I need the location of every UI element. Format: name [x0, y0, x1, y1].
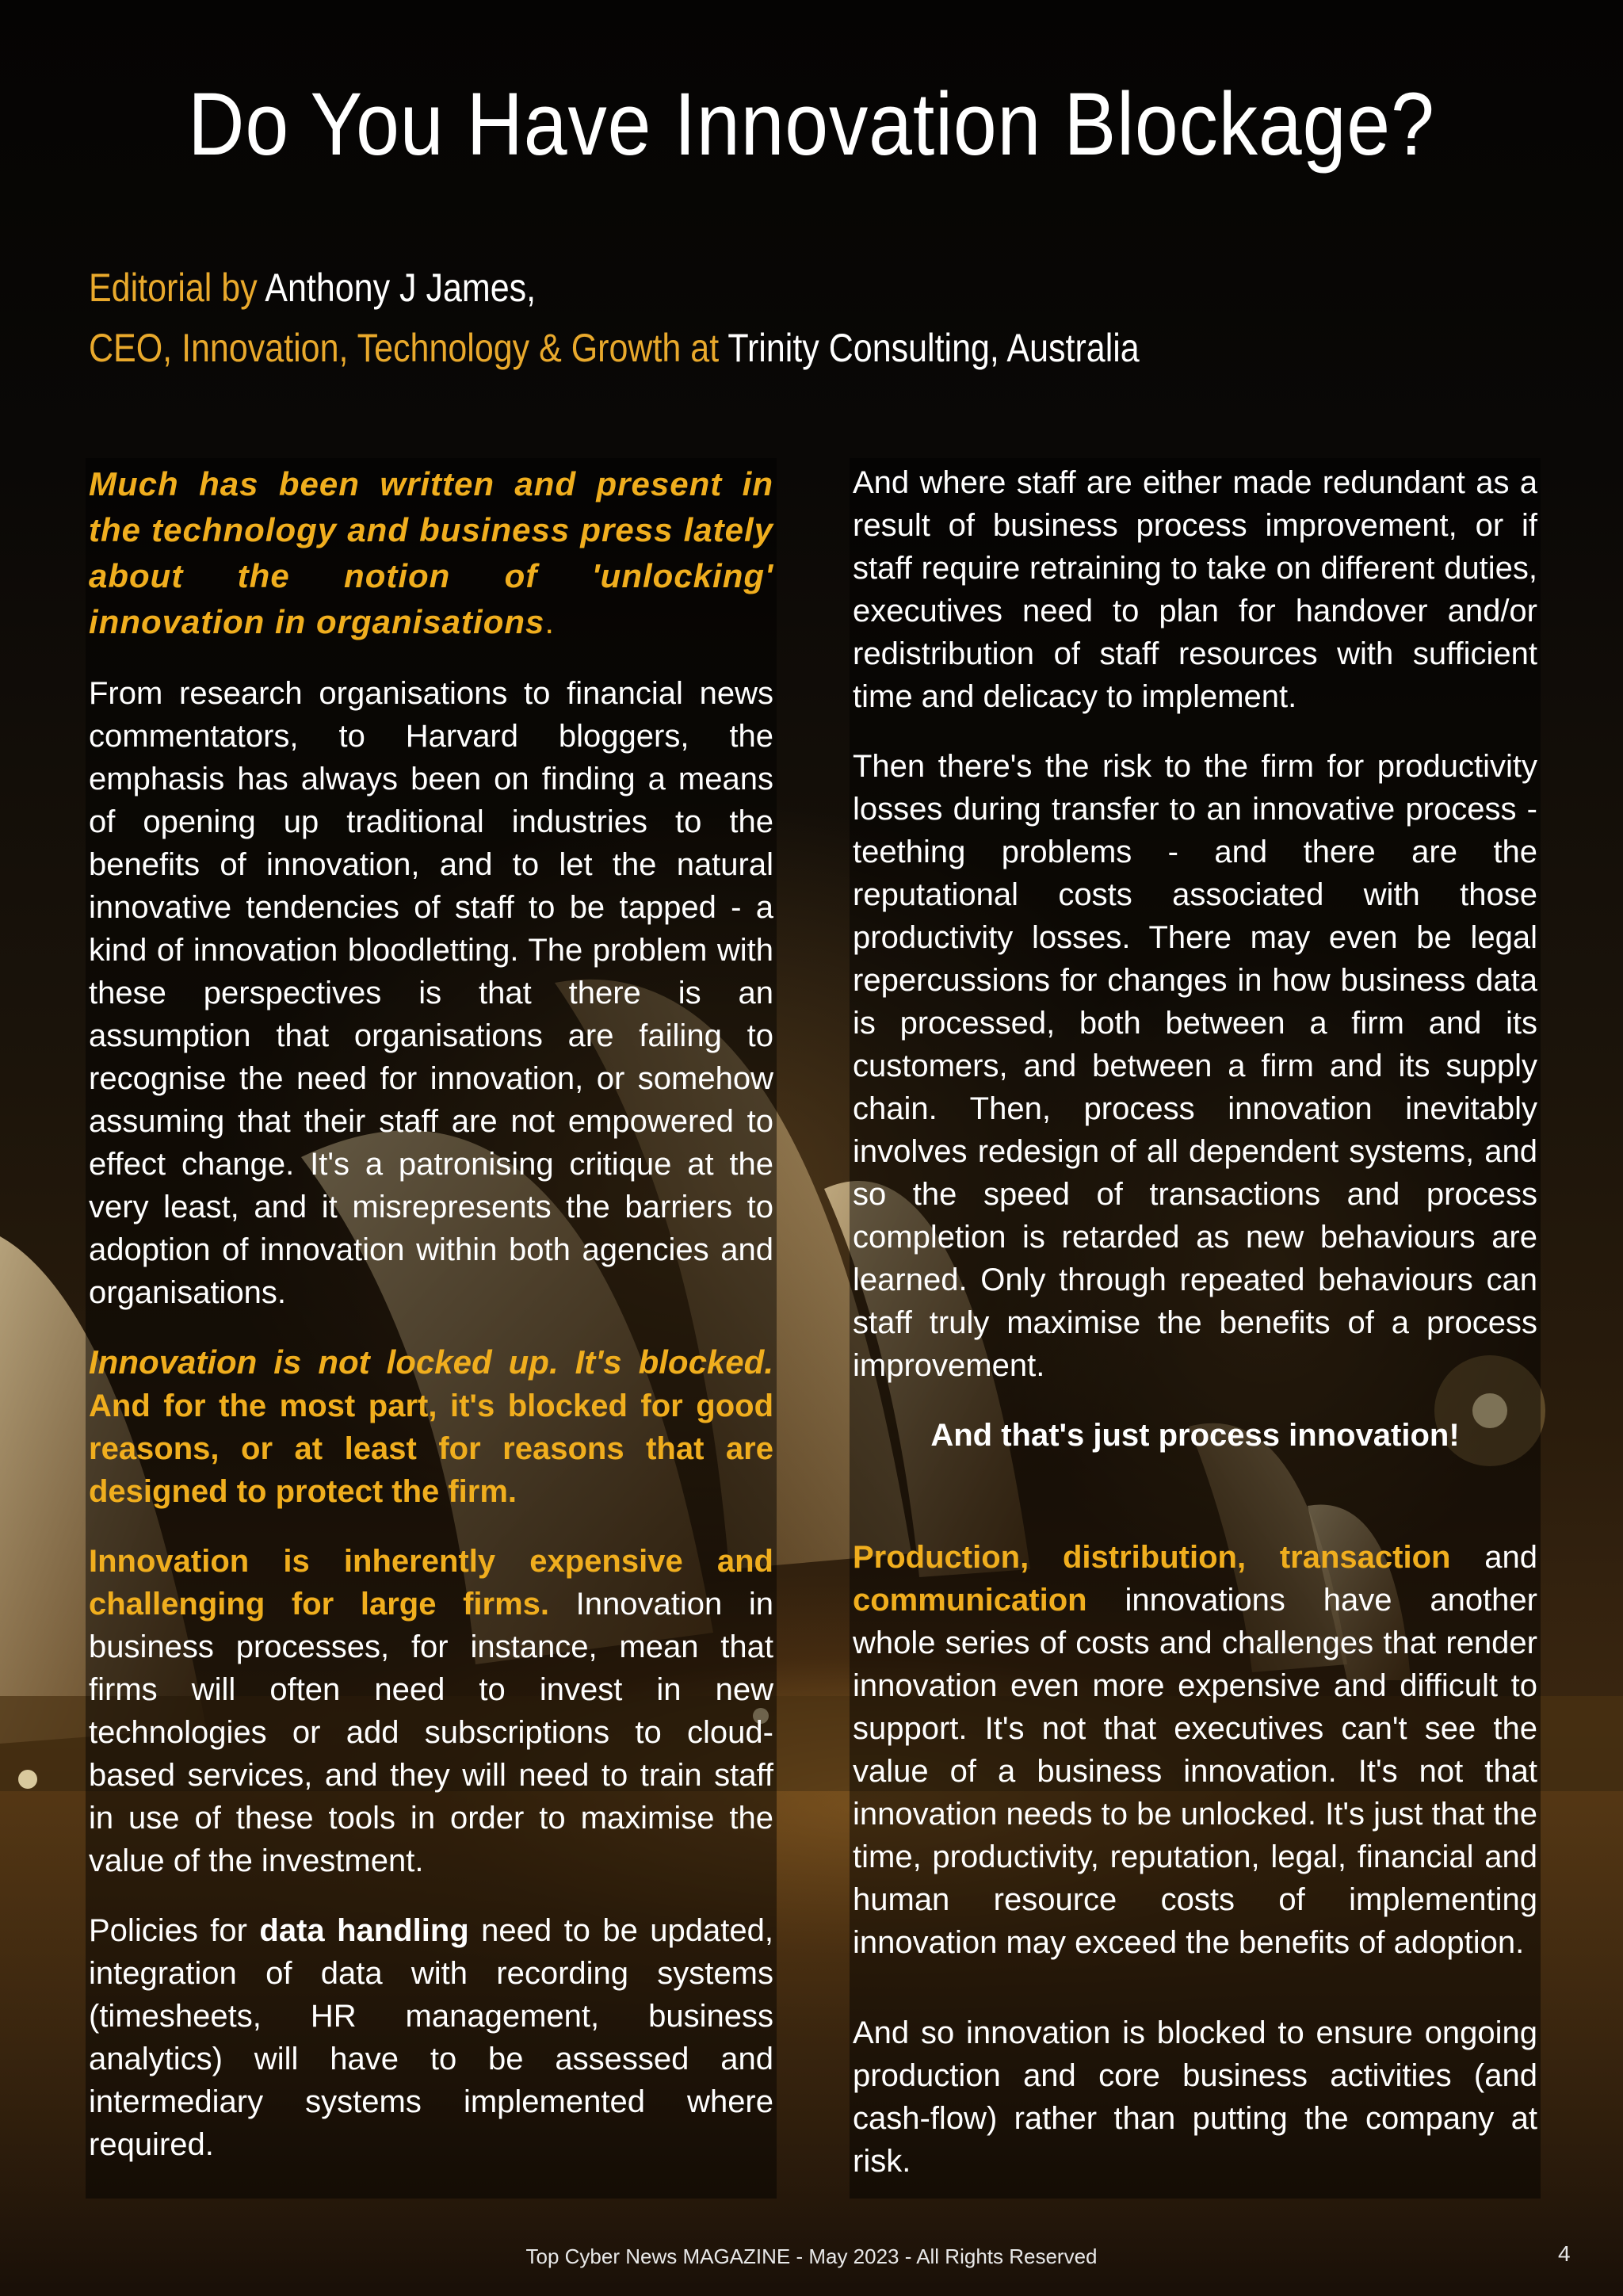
page-number: 4 [1558, 2241, 1571, 2266]
byline-role-line [89, 325, 1140, 371]
right-column [850, 458, 1541, 2199]
left-paragraph-4 [89, 1909, 773, 2166]
byline-prefix: Editorial by [89, 266, 265, 310]
lead-text: Much has been written and present in the technology and business press lately about the notion of 'unlocking' innovation in organisations [89, 465, 773, 640]
left-paragraph-3 [89, 1540, 773, 1882]
blocked-reason: And for the most part, it's blocked for good reasons, or at least for reasons that are designed to protect the firm. [89, 1389, 773, 1509]
blocked-statement: Innovation is not locked up. It's blocked. [89, 1343, 773, 1381]
right-paragraph-3 [853, 1536, 1537, 1964]
page-title: Do You Have Innovation Blockage? [188, 74, 1435, 174]
right-paragraph-2: Then there's the risk to the firm for productivity losses during transfer to an innovative process - teething problems - and there are the reputational costs associated with those productivity losses. There may even be legal repercussions for changes in how business data is processed, both between a firm and its customers, and between a firm and its supply chain. Then, process innovation inevitably involves redesign of all dependent systems, and so the speed of transactions and process completion is retarded as new behaviours are learned. Only through repeated behaviours can staff truly maximise the benefits of a process improvement. [853, 749, 1537, 1383]
page-footer: Top Cyber News MAGAZINE - May 2023 - All Rights Reserved [525, 2244, 1098, 2268]
right-paragraph-4: And so innovation is blocked to ensure ongoing production and core business activities (and cash-flow) rather than putting the company at risk. [853, 2015, 1537, 2179]
innovation-types-and: and [1450, 1540, 1537, 1575]
left-paragraph-2 [89, 1341, 773, 1513]
communication-term: communication [853, 1583, 1087, 1618]
left-column [86, 458, 777, 2199]
lead-paragraph [89, 461, 773, 645]
left-paragraph-4-start: Policies for [89, 1913, 260, 1948]
right-paragraph-1: And where staff are either made redundant as a result of business process improvement, or if staff require retraining to take on different duties, executives need to plan for handover and/or redistribution of staff resources with sufficient time and delicacy to implement. [853, 465, 1537, 714]
byline-author-line [89, 265, 536, 311]
right-paragraph-3-body: innovations have another whole series of costs and challenges that render innovation even more expensive and difficult to support. It's not that executives can't see the value of a business innovation. It's not that innovation needs to be unlocked. It's just that the time, productivity, reputation, legal, financial and human resource costs of implementing innovation may exceed the benefits of adoption. [853, 1583, 1537, 1960]
process-callout: And that's just process innovation! [930, 1418, 1460, 1453]
byline-company: Trinity Consulting, Australia [727, 326, 1140, 370]
expensive-statement: Innovation is inherently expensive and challenging for large firms. [89, 1544, 773, 1622]
innovation-types: Production, distribution, transaction [853, 1540, 1451, 1575]
left-paragraph-3-body: Innovation in business processes, for instance, mean that firms will often need to invest in new technologies or add subscriptions to cloud-based services, and they will need to train staff in use of these tools in order to maximise the value of the investment. [89, 1587, 774, 1878]
byline-role: CEO, Innovation, Technology & Growth at [89, 326, 728, 370]
byline-author: Anthony J James, [265, 266, 537, 310]
left-paragraph-1: From research organisations to financial news commentators, to Harvard bloggers, the emphasis has always been on finding a means of opening up traditional industries to the benefits of innovation, and to let the natural innovative tendencies of staff to be tapped - a kind of innovation bloodletting. The problem with these perspectives is that there is an assumption that organisations are failing to recognise the need for innovation, or somehow assuming that their staff are not empowered to effect change. It's a patronising critique at the very least, and it misrepresents the barriers to adoption of innovation within both agencies and organisations. [89, 676, 773, 1310]
data-handling-term: data handling [259, 1913, 469, 1948]
lead-end: . [544, 603, 556, 640]
left-paragraph-4-body: need to be updated, integration of data with recording systems (timesheets, HR management, business analytics) will have to be assessed and intermediary systems implemented where required. [89, 1913, 773, 2162]
